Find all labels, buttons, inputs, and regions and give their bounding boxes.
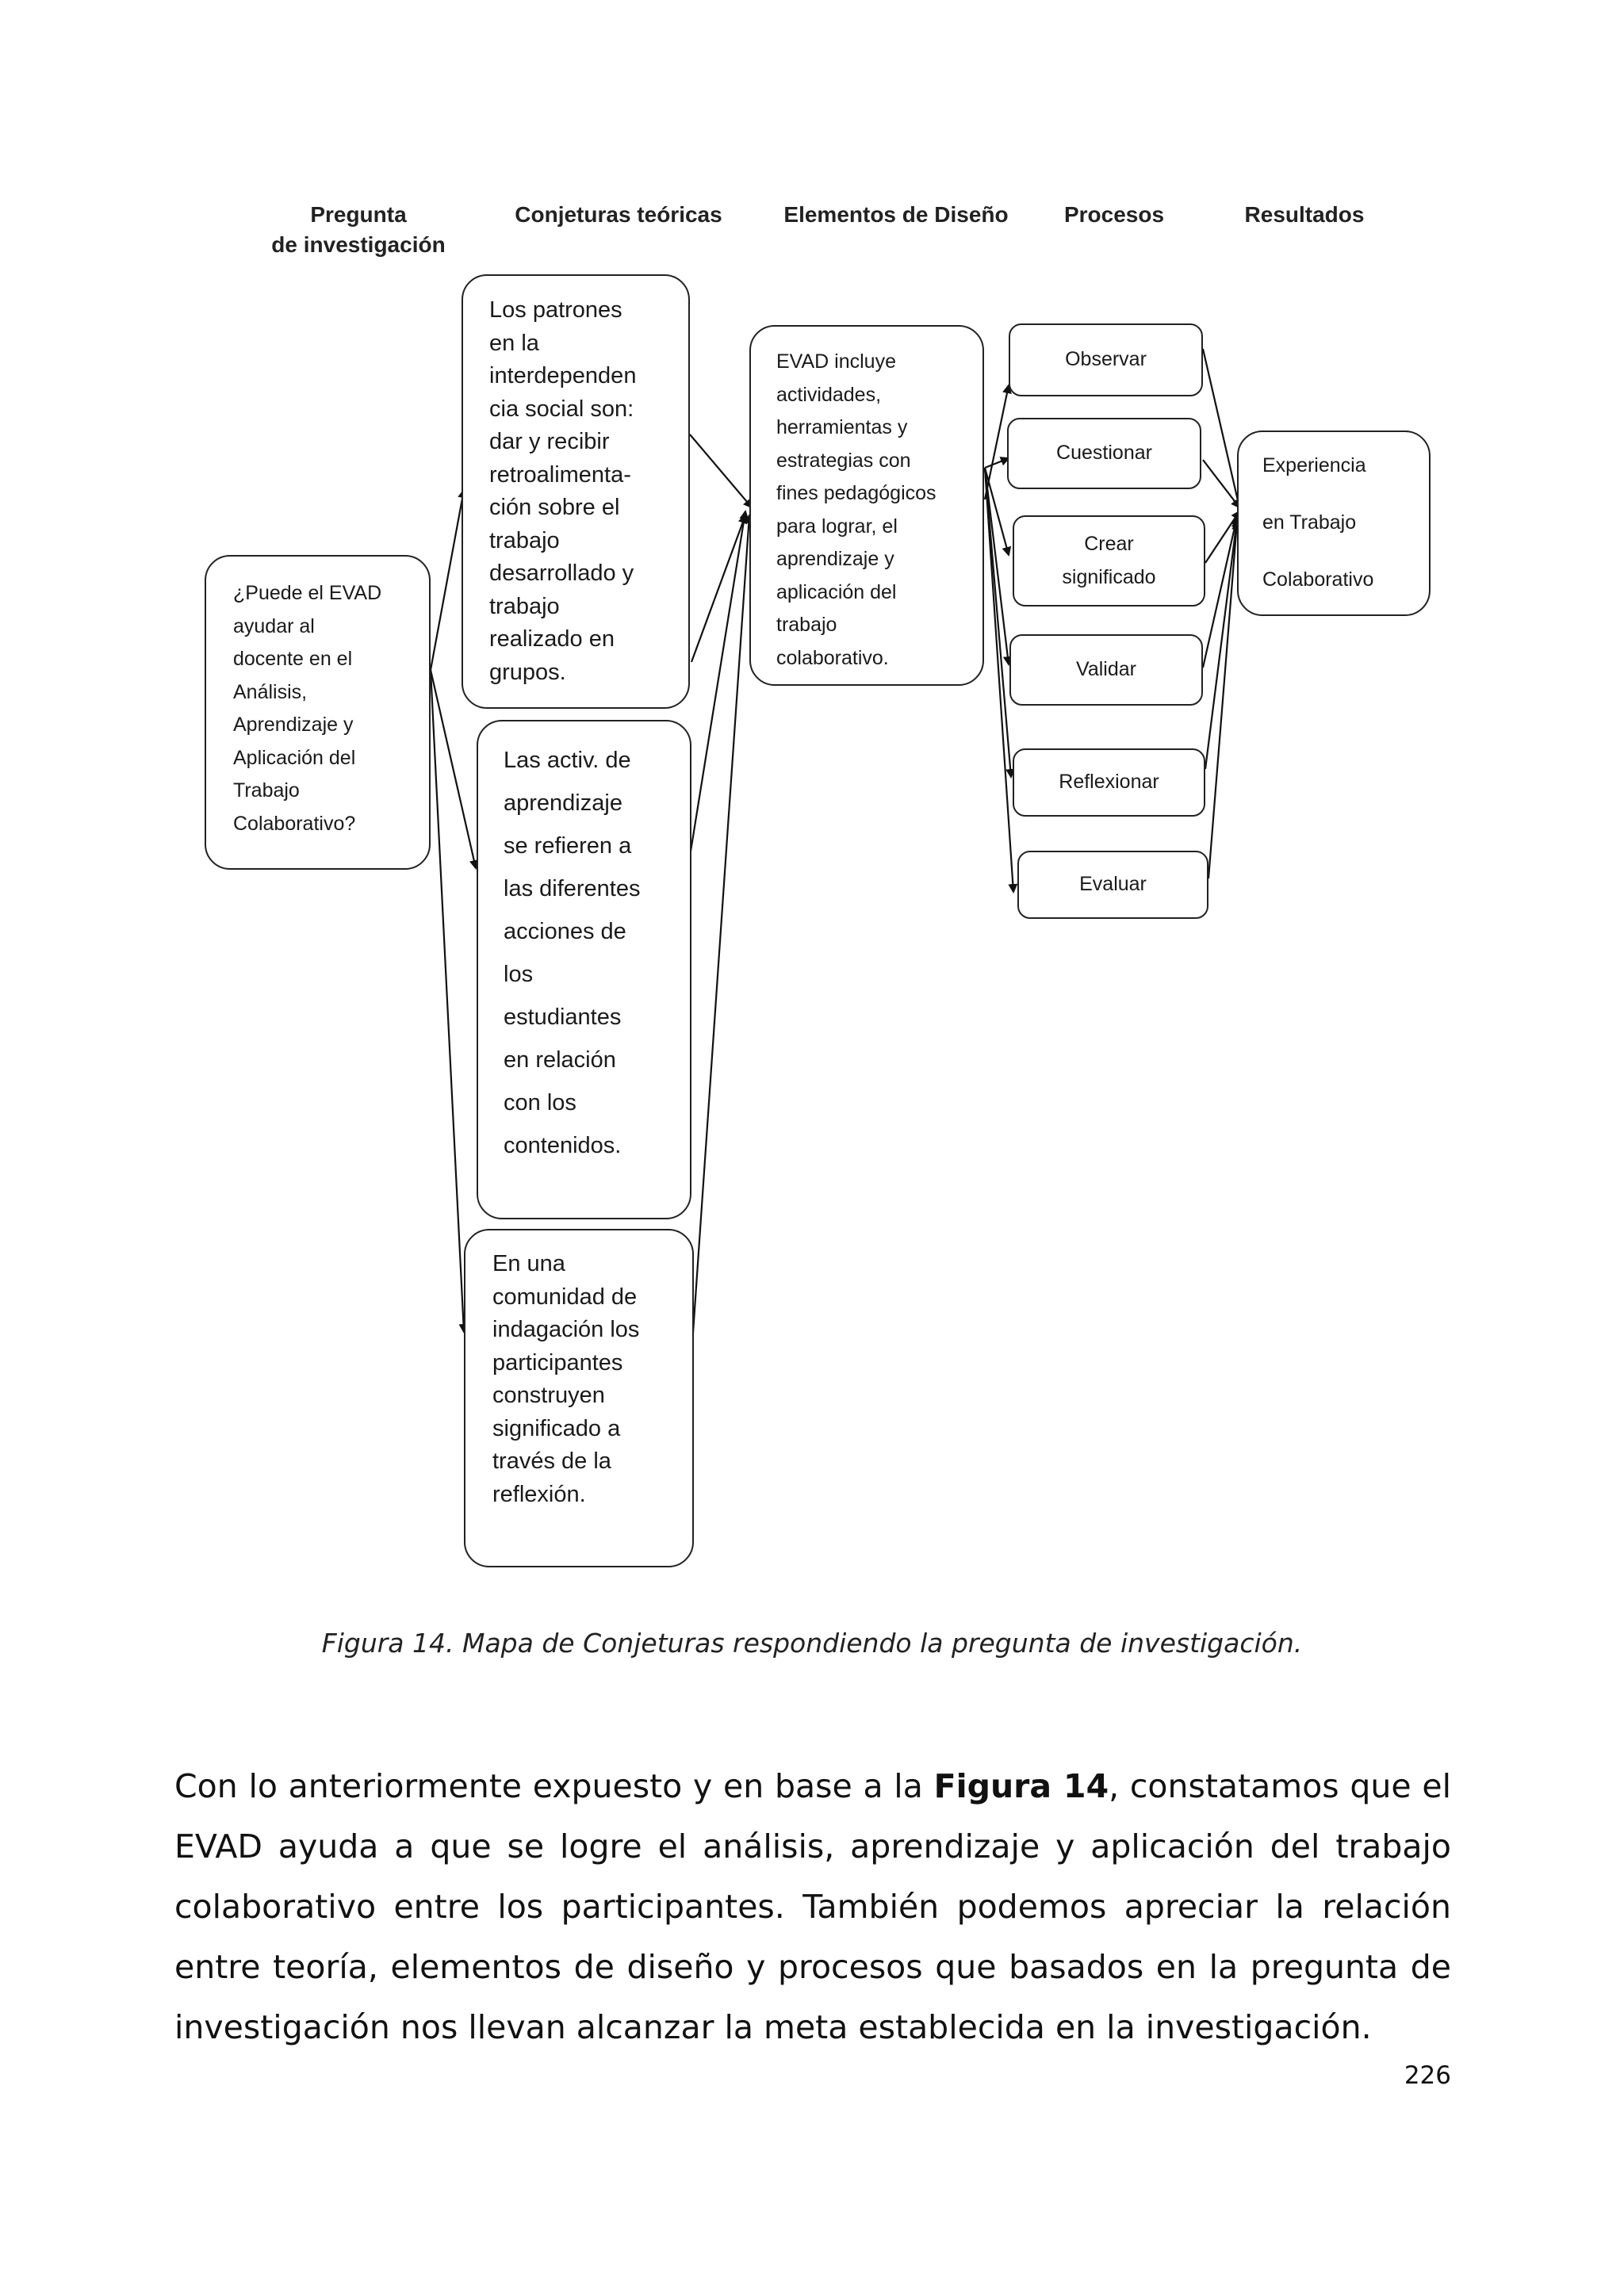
process-observar bbox=[1009, 323, 1203, 396]
design-box bbox=[749, 325, 984, 686]
arrow-design-to-cuestionar bbox=[985, 458, 1009, 468]
process-validar bbox=[1009, 634, 1203, 706]
question-box bbox=[205, 555, 431, 870]
column-header-conjeturas: Conjeturas teóricas bbox=[515, 202, 722, 227]
conjecture-box-3 bbox=[464, 1229, 694, 1567]
conjecture-box-1 bbox=[462, 274, 690, 709]
process-label-observar: Observar bbox=[1065, 348, 1147, 371]
question-text: ¿Puede el EVAD ayudar al docente en el Análisis, Aprendizaje y Aplicación del Trabajo Colaborativo? bbox=[233, 582, 382, 835]
paragraph-text-after: , constatamos que el EVAD ayuda a que se logre el análisis, aprendizaje y aplicación del trabajo colaborativo entre los participantes. También podemos apreciar la relación entre teoría, elementos de diseño y procesos que basados en la pregunta de investigación nos llevan alcanzar la meta establecida en la investigación. bbox=[174, 1767, 1451, 2046]
column-header-pregunta: Pregunta de investigación bbox=[271, 202, 446, 257]
result-box bbox=[1237, 430, 1431, 616]
process-cuestionar bbox=[1007, 418, 1201, 489]
column-header-elementos: Elementos de Diseño bbox=[783, 202, 1009, 227]
figure-caption: Figura 14. Mapa de Conjeturas respondiendo la pregunta de investigación. bbox=[321, 1628, 1303, 1659]
paragraph-text-before: Con lo anteriormente expuesto y en base a la bbox=[174, 1767, 934, 1805]
result-text: Experiencia en Trabajo Colaborativo bbox=[1262, 454, 1374, 591]
arrow-evaluar-to-result bbox=[1208, 522, 1237, 878]
column-header-procesos: Procesos bbox=[1063, 202, 1165, 227]
conjecture-text-1: Los patrones en la interdependen cia social son: dar y recibir retroalimenta- ción sobre el trabajo desarrollado y trabajo realizado en grupos. bbox=[489, 297, 637, 685]
page-number: 226 bbox=[1404, 2061, 1451, 2090]
conjecture-box-2 bbox=[477, 720, 691, 1219]
arrow-question-to-conj3 bbox=[431, 670, 464, 1332]
process-reflexionar bbox=[1013, 748, 1205, 817]
body-paragraph bbox=[174, 1756, 1451, 2057]
process-label-validar: Validar bbox=[1076, 658, 1136, 681]
column-header-resultados: Resultados bbox=[1244, 202, 1365, 227]
arrow-conj3-to-design bbox=[691, 515, 749, 1356]
process-label-reflexionar: Reflexionar bbox=[1059, 771, 1159, 794]
arrow-question-to-conj1 bbox=[431, 490, 464, 670]
process-evaluar bbox=[1017, 851, 1208, 919]
process-label-cuestionar: Cuestionar bbox=[1056, 442, 1152, 465]
conjecture-text-2: Las activ. de aprendizaje se refieren a las diferentes acciones de los estudiantes en relación con los contenidos. bbox=[504, 748, 641, 1158]
process-crear-significado bbox=[1013, 515, 1205, 607]
figure-reference: Figura 14 bbox=[933, 1767, 1109, 1805]
conjecture-text-3: En una comunidad de indagación los participantes construyen significado a través de la reflexión. bbox=[492, 1251, 640, 1507]
design-text: EVAD incluye actividades, herramientas y estrategias con fines pedagógicos para lograr, el aprendizaje y aplicación del trabajo colaborativo. bbox=[776, 350, 936, 669]
arrow-conj1-to-design bbox=[690, 434, 752, 507]
process-label-evaluar: Evaluar bbox=[1079, 873, 1147, 896]
process-label-crear-significado: Crear significado bbox=[1062, 533, 1156, 588]
arrow-conj1b-to-design bbox=[691, 515, 745, 662]
